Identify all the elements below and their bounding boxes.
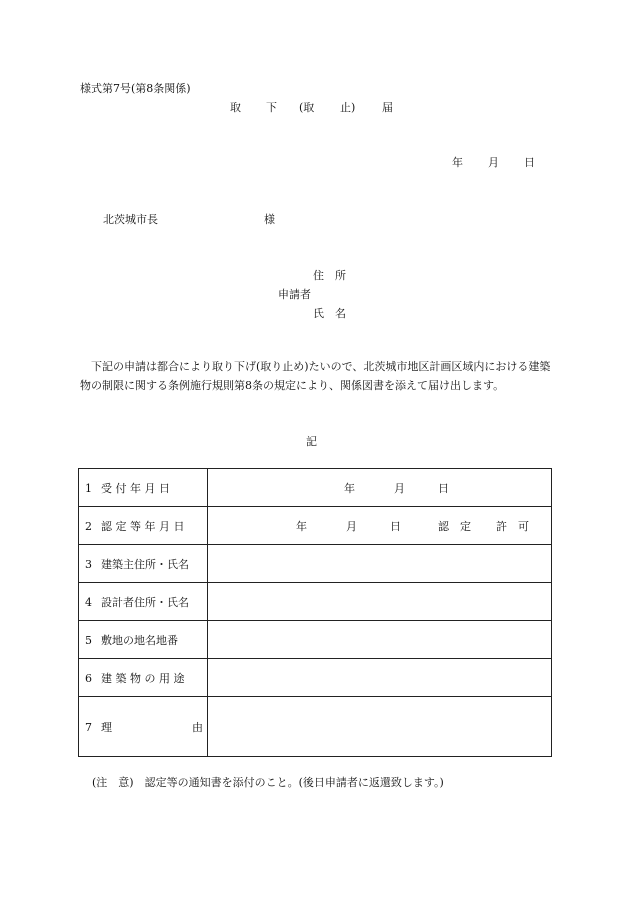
row-label: 建築主住所・氏名 — [101, 557, 189, 571]
row-label-owner — [79, 545, 208, 583]
table-row — [79, 507, 552, 545]
addressee: 北茨城市長 — [103, 213, 158, 226]
row-number: 7 — [85, 720, 92, 734]
row-number: 3 — [85, 557, 92, 571]
designer-field[interactable] — [208, 583, 552, 621]
site-address-field[interactable] — [208, 621, 552, 659]
reception-month-label: 月 — [394, 481, 405, 495]
row-number: 6 — [85, 671, 92, 685]
ki-heading: 記 — [306, 435, 317, 448]
row-label: 敷地の地名地番 — [101, 633, 178, 647]
row-label: 建 築 物 の 用 途 — [101, 671, 185, 685]
row-number: 1 — [85, 481, 92, 495]
row-label-designer — [79, 583, 208, 621]
approval-month-label: 月 — [346, 519, 357, 533]
reception-day-label: 日 — [438, 481, 449, 495]
date-month-label: 月 — [488, 156, 499, 169]
approval-year-label: 年 — [296, 519, 307, 533]
row-label-approval-date — [79, 507, 208, 545]
row-label-reason — [79, 697, 208, 757]
owner-field[interactable] — [208, 545, 552, 583]
row-number: 2 — [85, 519, 92, 533]
reception-year-label: 年 — [344, 481, 355, 495]
applicant-label: 申請者 — [278, 288, 311, 301]
title-part-torisage-1: 取 — [230, 101, 241, 114]
form-number: 様式第7号(第8条関係) — [80, 82, 191, 95]
table-row — [79, 697, 552, 757]
row-label: 設計者住所・氏名 — [101, 595, 189, 609]
title-part-toriyame-1: (取 — [299, 101, 315, 114]
approval-date-field[interactable] — [208, 507, 552, 545]
table-row — [79, 659, 552, 697]
row-label-right: 由 — [192, 720, 203, 734]
body-paragraph: 下記の申請は都合により取り下げ(取り止め)たいので、北茨城市地区計画区域内における建築物の制限に関する条例施行規則第8条の規定により、関係図書を添えて届け出します。 — [80, 360, 551, 392]
honorific: 様 — [264, 213, 275, 226]
table-row — [79, 583, 552, 621]
reception-date-field[interactable] — [208, 469, 552, 507]
row-label: 受 付 年 月 日 — [101, 481, 170, 495]
row-label-building-use — [79, 659, 208, 697]
title-part-toriyame-2: 止) — [340, 101, 356, 114]
row-number: 5 — [85, 633, 92, 647]
row-number: 4 — [85, 595, 92, 609]
table-row — [79, 545, 552, 583]
date-day-label: 日 — [524, 156, 535, 169]
table-row — [79, 621, 552, 659]
title-part-todoke: 届 — [382, 101, 393, 114]
row-label: 認 定 等 年 月 日 — [101, 519, 185, 533]
details-table — [78, 468, 552, 757]
row-label-site-address — [79, 621, 208, 659]
applicant-name-label: 氏 名 — [313, 307, 346, 320]
applicant-address-label: 住 所 — [313, 269, 346, 282]
table-row — [79, 469, 552, 507]
row-label-reception-date — [79, 469, 208, 507]
footnote: (注 意) 認定等の通知書を添付のこと。(後日申請者に返還致します。) — [92, 776, 444, 789]
approval-day-label: 日 — [390, 519, 401, 533]
building-use-field[interactable] — [208, 659, 552, 697]
row-label-left: 理 — [101, 720, 112, 734]
approval-type-ninte[interactable]: 認 定 — [438, 519, 471, 533]
reason-field[interactable] — [208, 697, 552, 757]
approval-type-kyoka[interactable]: 許 可 — [496, 519, 529, 533]
date-year-label: 年 — [452, 156, 463, 169]
title-part-torisage-2: 下 — [266, 101, 277, 114]
